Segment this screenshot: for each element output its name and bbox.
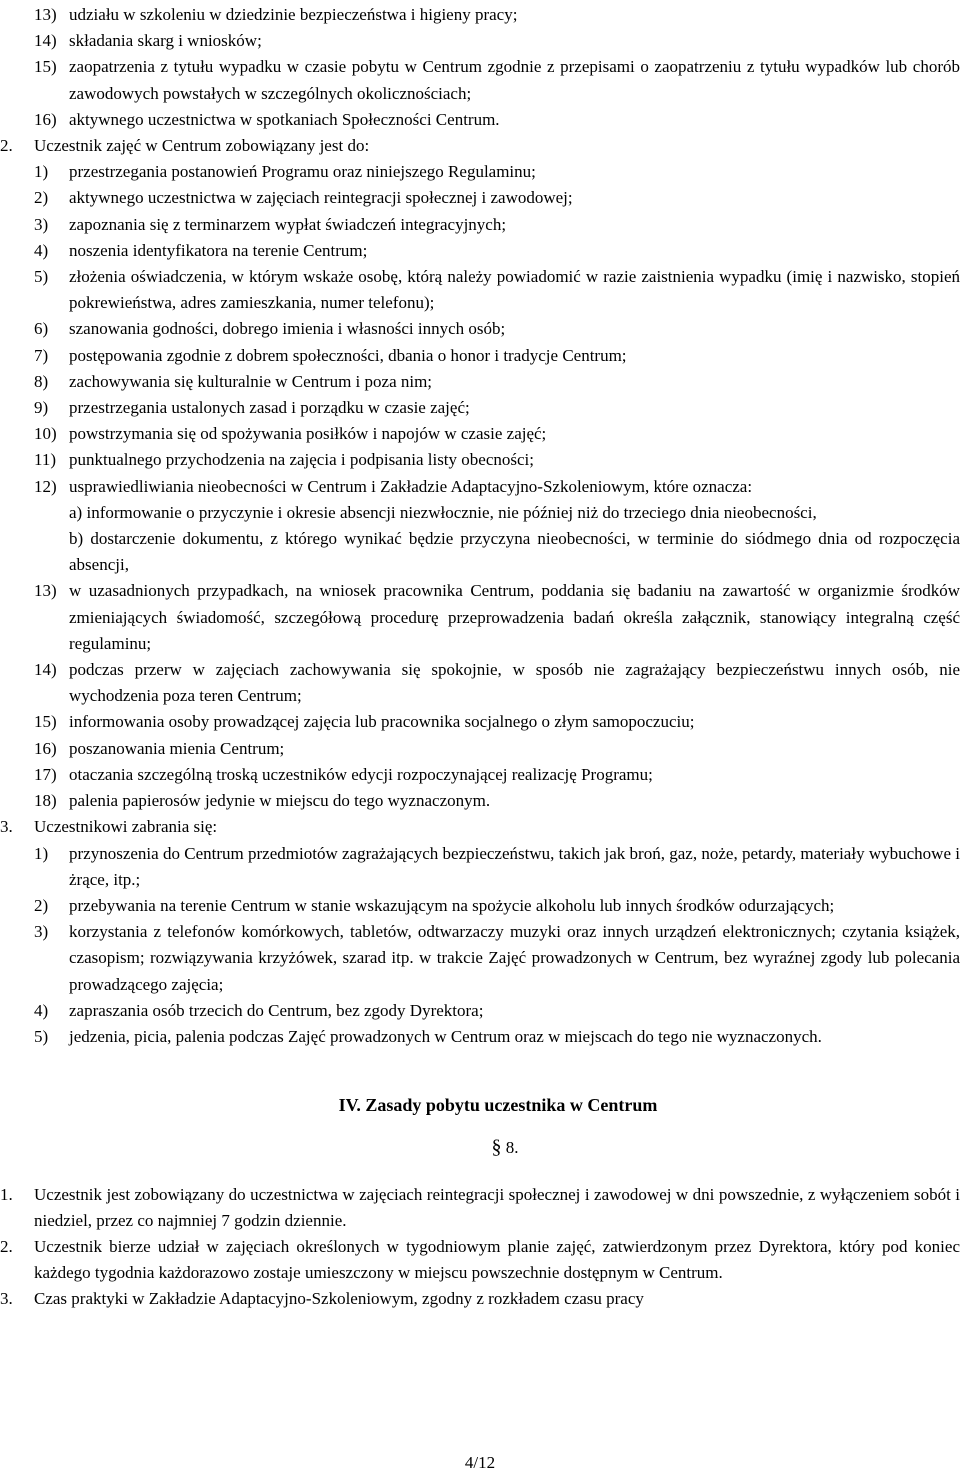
list-item: 14) składania skarg i wniosków;: [34, 31, 262, 51]
list-item: 13) udziału w szkoleniu w dziedzinie bezpieczeństwa i higieny pracy;: [34, 5, 518, 24]
list-item: 7) postępowania zgodnie z dobrem społeczności, dbania o honor i tradycje Centrum;: [34, 345, 627, 365]
list-item: 13) w uzasadnionych przypadkach, na wniosek pracownika Centrum, poddania się badaniu na zawartość w organizmie środków zmieniających świadomość, szczegółową procedurę przeprowadzenia badań określa załącznik, stanowiący integralną część regulaminu;: [34, 581, 960, 653]
section-number: § 8.: [491, 1136, 519, 1159]
list-item: 16) poszanowania mienia Centrum;: [34, 738, 285, 758]
list-item: 4) zapraszania osób trzecich do Centrum, bez zgody Dyrektora;: [34, 1000, 484, 1020]
sub-list-item: a) informowanie o przyczynie i okresie absencji niezwłocznie, nie później niż do trzeciego dnia nieobecności,: [69, 502, 817, 522]
list-item: 2) aktywnego uczestnictwa w zajęciach reintegracji społecznej i zawodowej;: [34, 188, 573, 208]
list-item: 9) przestrzegania ustalonych zasad i porządku w czasie zajęć;: [34, 398, 470, 418]
document-page: [0, 2, 960, 1313]
section-2-list: [0, 159, 960, 814]
list-item: 3) korzystania z telefonów komórkowych, tabletów, odtwarzaczy muzyki oraz innych urządzeń elektronicznych; czytania książek, czasopism; rozwiązywania krzyżówek, szarad itp. w trakcie Zajęć prowadzonych w Centrum, bez wyraźnej zgody lub polecania prowadzącego zajęcia;: [34, 922, 960, 994]
list-item: 15) zaopatrzenia z tytułu wypadku w czasie pobytu w Centrum zgodnie z przepisami o zaopatrzeniu z tytułu wypadków lub chorób zawodowych powstałych w szczególnych okolicznościach;: [34, 57, 960, 103]
list-item: 2) przebywania na terenie Centrum w stanie wskazującym na spożycie alkoholu lub innych środków odurzających;: [34, 895, 835, 915]
section-sign: §: [491, 1136, 502, 1159]
list-item: 16) aktywnego uczestnictwa w spotkaniach Społeczności Centrum.: [34, 109, 500, 129]
paragraph: 1. Uczestnik jest zobowiązany do uczestnictwa w zajęciach reintegracji społecznej i zawodowej w dni powszednie, z wyłączeniem sobót i niedziel, przez co najmniej 7 godzin dziennie.: [0, 1184, 960, 1230]
paragraph: 2. Uczestnik bierze udział w zajęciach określonych w tygodniowym planie zajęć, zatwierdzonym przez Dyrektora, który pod koniec każdego tygodnia każdorazowo zostaje umieszczony w miejscu powszechnie dostępnym w Centrum.: [0, 1236, 960, 1283]
sub-list-item: b) dostarczenie dokumentu, z którego wynikać będzie przyczyna nieobecności, w terminie do siódmego dnia od rozpoczęcia absencji,: [69, 529, 960, 575]
chapter-heading: IV. Zasady pobytu uczestnika w Centrum: [338, 1095, 658, 1116]
list-item: 12) usprawiedliwiania nieobecności w Centrum i Zakładzie Adaptacyjno-Szkoleniowym, które oznacza:: [34, 476, 753, 496]
list-item: 1) przynoszenia do Centrum przedmiotów zagrażających bezpieczeństwu, takich jak broń, gaz, noże, petardy, materiały wybuchowe i żrące, itp.;: [34, 843, 960, 889]
list-item: 14) podczas przerw w zajęciach zachowywania się spokojnie, w sposób nie zagrażający bezpieczeństwu innych osób, nie wychodzenia poza teren Centrum;: [34, 660, 960, 706]
page-number: 4/12: [464, 1453, 496, 1472]
list-item: 18) palenia papierosów jedynie w miejscu do tego wyznaczonym.: [34, 791, 491, 811]
list-item: 8) zachowywania się kulturalnie w Centrum i poza nim;: [34, 371, 433, 391]
prev-list: [0, 2, 960, 133]
section-3-intro: 3. Uczestnikowi zabrania się:: [0, 817, 218, 837]
list-item: 5) jedzenia, picia, palenia podczas Zajęć prowadzonych w Centrum oraz w miejscach do tego nie wyznaczonych.: [34, 1026, 822, 1046]
list-item: 3) zapoznania się z terminarzem wypłat świadczeń integracyjnych;: [34, 214, 507, 234]
list-item: 17) otaczania szczególną troską uczestników edycji rozpoczynającej realizację Programu;: [34, 764, 653, 784]
paragraph: 3. Czas praktyki w Zakładzie Adaptacyjno-Szkoleniowym, zgodny z rozkładem czasu pracy: [0, 1289, 644, 1309]
list-item: 15) informowania osoby prowadzącej zajęcia lub pracownika socjalnego o złym samopoczuciu;: [34, 712, 695, 732]
paragraph-list: [0, 1182, 960, 1313]
list-item: 11) punktualnego przychodzenia na zajęcia i podpisania listy obecności;: [34, 450, 534, 470]
list-item: 10) powstrzymania się od spożywania posiłków i napojów w czasie zajęć;: [34, 424, 547, 444]
list-item: 6) szanowania godności, dobrego imienia i własności innych osób;: [34, 319, 506, 339]
section-2-intro: 2. Uczestnik zajęć w Centrum zobowiązany jest do:: [0, 136, 370, 156]
list-item: 1) przestrzegania postanowień Programu oraz niniejszego Regulaminu;: [34, 162, 536, 182]
list-item: 5) złożenia oświadczenia, w którym wskaże osobę, którą należy powiadomić w razie zaistnienia wypadku (imię i nazwisko, stopień pokrewieństwa, adres zamieszkania, numer telefonu);: [34, 267, 960, 313]
list-item: 4) noszenia identyfikatora na terenie Centrum;: [34, 240, 368, 260]
section-3-list: [0, 841, 960, 1051]
